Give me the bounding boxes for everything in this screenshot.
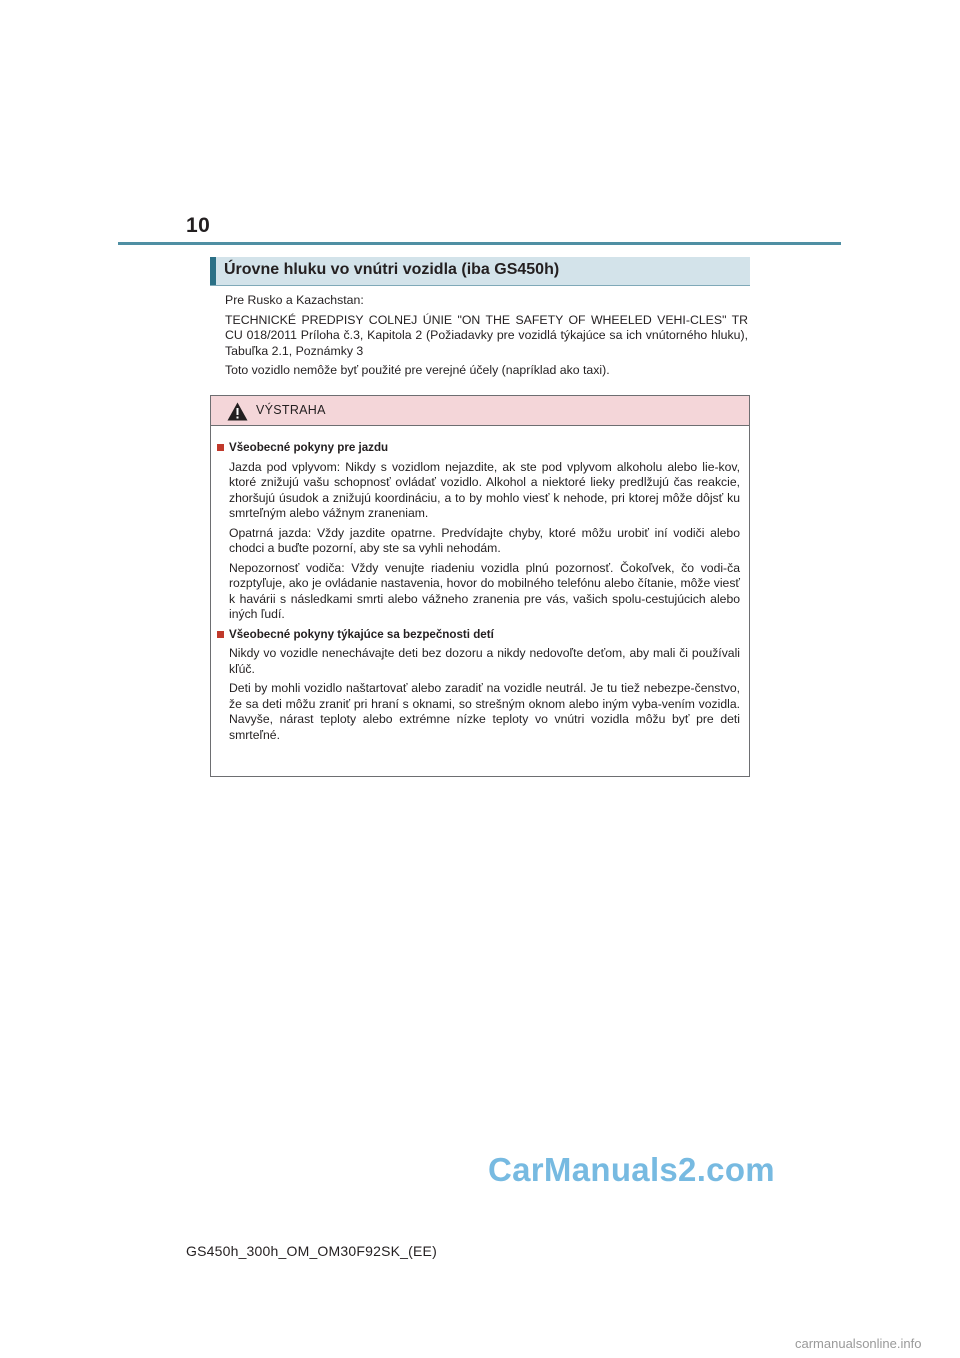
warning-section-heading-text: Všeobecné pokyny pre jazdu: [229, 441, 389, 454]
top-rule: [118, 242, 841, 245]
warning-box: [210, 395, 750, 777]
warning-body: [211, 426, 749, 743]
footer-code: GS450h_300h_OM_OM30F92SK_(EE): [186, 1243, 437, 1259]
site-watermark: carmanualsonline.info: [795, 1336, 922, 1351]
paragraph: Toto vozidlo nemôže byť použité pre verejné účely (napríklad ako taxi).: [225, 363, 610, 377]
warning-paragraph: Jazda pod vplyvom: Nikdy s vozidlom nejazdite, ak ste pod vplyvom alkoholu alebo lie-kov, ktoré znižujú vašu schopnosť ovládať vozidlo. Alkohol a niektoré lieky predlžujú čas reakcie, zhoršujú úsudok a znižujú koordináciu, a to by mohlo viesť k nehode, pri ktorej môže dôjsť ku smrteľným alebo vážnym zraneniam.: [229, 459, 740, 520]
watermark-logo: CarManuals2.com: [488, 1151, 775, 1188]
warning-paragraph: Nikdy vo vozidle nenechávajte deti bez dozoru a nikdy nedovoľte deťom, aby mali či používali kľúč.: [229, 646, 740, 676]
square-bullet-icon: [217, 444, 224, 451]
warning-section-heading: [215, 440, 740, 456]
section-header: [210, 257, 750, 286]
warning-paragraph: Nepozornosť vodiča: Vždy venujte riadeniu vozidla plnú pozornosť. Čokoľvek, čo vodi-ča rozptyľuje, ako je ovládanie nastavenia, hovor do mobilného telefónu alebo čítanie, môže viesť k havárii s následkami smrti alebo vážneho zranenia pre vás, vašich spolu-cestujúcich alebo iných ľudí.: [229, 560, 740, 621]
body-text: [225, 293, 748, 383]
warning-section-heading-text: Všeobecné pokyny týkajúce sa bezpečnosti detí: [229, 627, 494, 641]
warning-paragraph: Opatrná jazda: Vždy jazdite opatrne. Predvídajte chyby, ktoré môžu urobiť iní vodiči alebo chodci a buďte pozorní, aby ste sa vyhli nehodám.: [229, 525, 740, 555]
paragraph: Pre Rusko a Kazachstan:: [225, 293, 364, 307]
warning-title: VÝSTRAHA: [256, 403, 326, 417]
warning-section-heading: [215, 627, 740, 643]
section-title: Úrovne hluku vo vnútri vozidla (iba GS450h): [224, 261, 560, 278]
page-number: 10: [186, 214, 211, 237]
warning-triangle-icon: [227, 402, 248, 421]
warning-header: [211, 396, 749, 426]
paragraph: TECHNICKÉ PREDPISY COLNEJ ÚNIE "ON THE SAFETY OF WHEELED VEHI-CLES" TR CU 018/2011 Príloha č.3, Kapitola 2 (Požiadavky pre vozidlá týkajúce sa ich vnútorného hluku), Tabuľka 2.1, Poznámky 3: [225, 312, 748, 358]
warning-paragraph: Deti by mohli vozidlo naštartovať alebo zaradiť na vozidle neutrál. Je tu tiež nebezpe-čenstvo, že sa deti môžu zraniť pri hraní s oknami, so strešným oknom alebo iným vyba-vením vozidla. Navyše, nárast teploty alebo extrémne nízke teploty vo vnútri vozidla môžu byť pre deti smrteľné.: [229, 681, 740, 742]
section-header-bar: [210, 257, 216, 285]
square-bullet-icon: [217, 631, 224, 638]
